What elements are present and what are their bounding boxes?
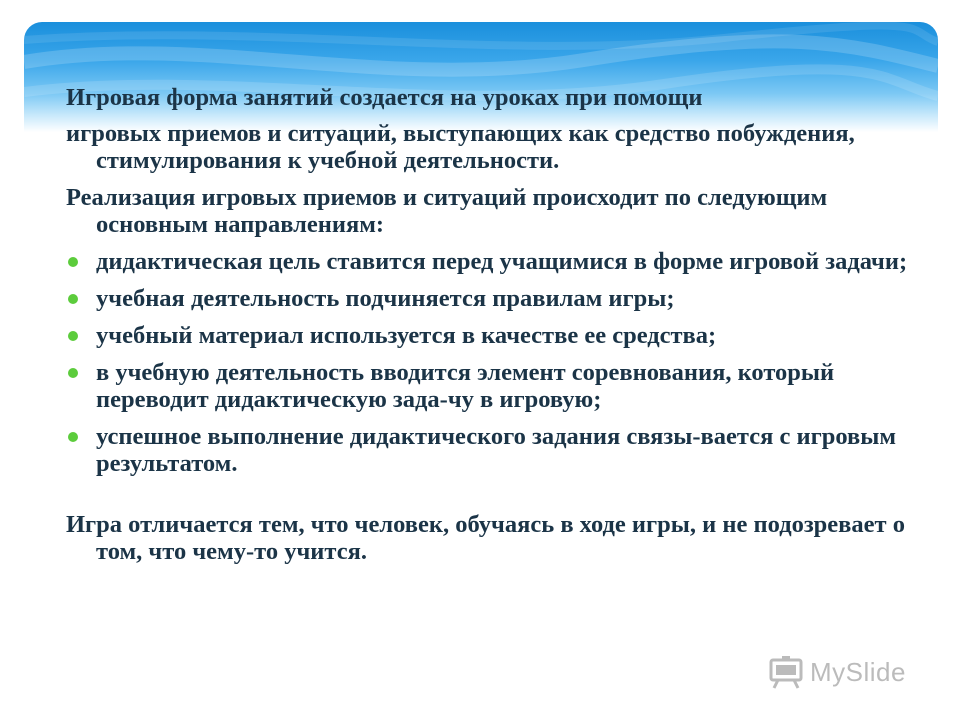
myslide-watermark — [768, 652, 906, 692]
closing-paragraph — [66, 511, 926, 565]
closing-text: Игра отличается тем, что человек, обучаясь в ходе игры, и не подозревает о том, что чему-то учится. — [66, 511, 905, 565]
intro-continuation-text: игровых приемов и ситуаций, выступающих как средство побуждения, стимулирования к учебной деятельности. — [66, 120, 855, 174]
slide-content — [66, 84, 926, 575]
intro-line: Игровая форма занятий создается на уроках при помощи — [66, 84, 703, 111]
list-item-text: учебный материал используется в качестве ее средства; — [96, 322, 717, 349]
directions-list — [66, 248, 926, 477]
list-item — [66, 285, 926, 312]
chalkboard-icon — [768, 655, 804, 689]
bullet-dot-icon — [68, 257, 78, 267]
list-item — [66, 322, 926, 349]
list-item-text: дидактическая цель ставится перед учащимися в форме игровой задачи; — [96, 248, 908, 275]
list-item — [66, 359, 926, 413]
bullet-dot-icon — [68, 368, 78, 378]
list-item-text: учебная деятельность подчиняется правилам игры; — [96, 285, 675, 312]
list-item-text: в учебную деятельность вводится элемент соревнования, который переводит дидактическую зада-чу в игровую; — [96, 359, 835, 413]
realization-text: Реализация игровых приемов и ситуаций происходит по следующим основным направлениям: — [66, 184, 828, 238]
intro-paragraph-continuation — [66, 120, 926, 174]
list-item — [66, 248, 926, 275]
list-item-text: успешное выполнение дидактического задания связы-вается с игровым результатом. — [96, 423, 897, 477]
bullet-dot-icon — [68, 331, 78, 341]
list-item — [66, 423, 926, 477]
intro-paragraph — [66, 84, 926, 111]
bullet-dot-icon — [68, 294, 78, 304]
watermark-text: MySlide — [810, 656, 906, 687]
realization-paragraph — [66, 184, 926, 238]
bullet-dot-icon — [68, 432, 78, 442]
